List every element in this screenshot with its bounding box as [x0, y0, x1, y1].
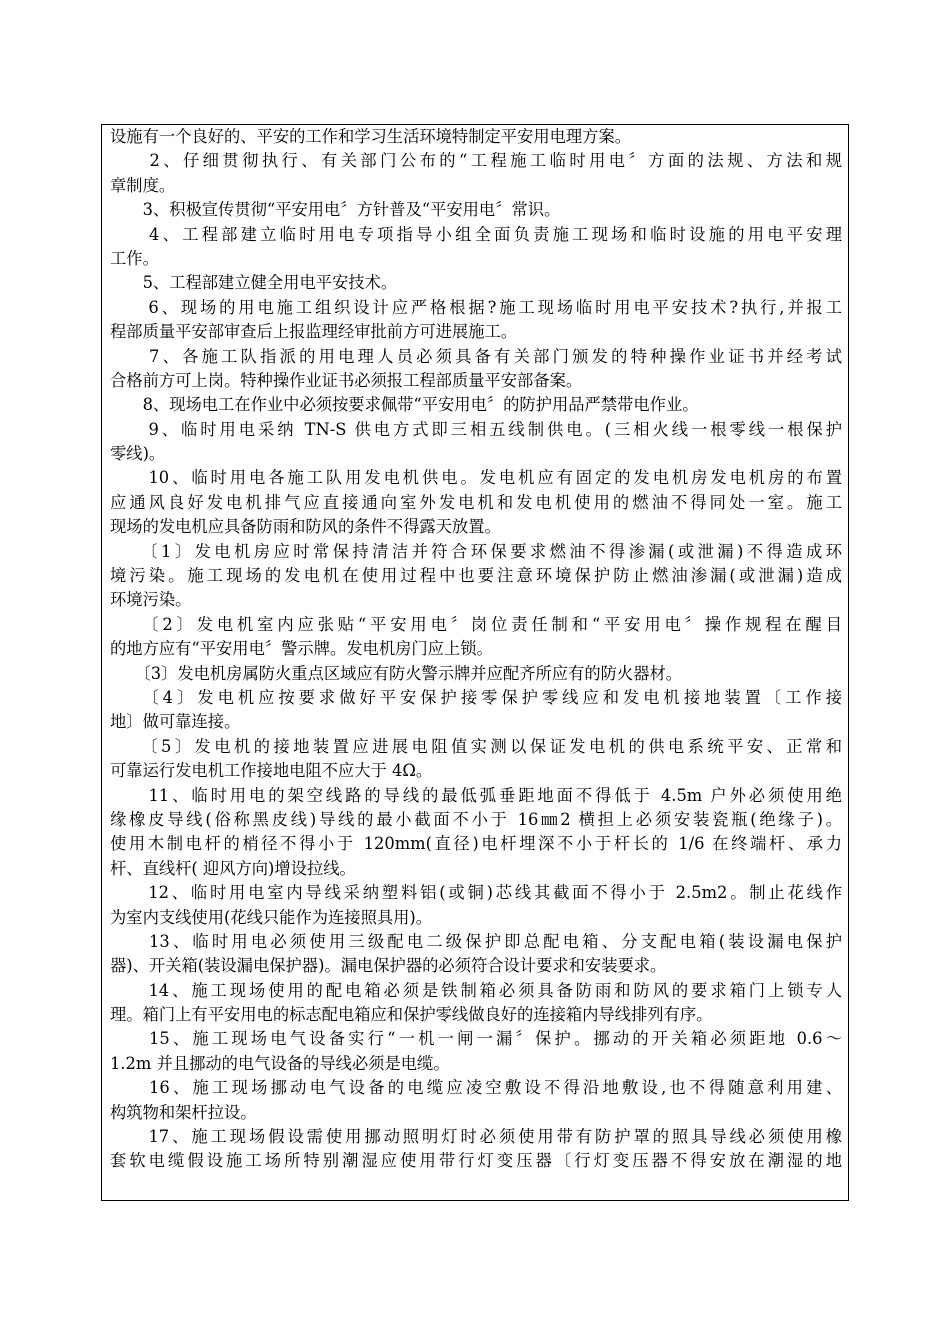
text-line: 13、临时用电必须使用三级配电二级保护即总配电箱、分支配电箱(装设漏电保护 — [110, 931, 842, 951]
text-line: 〔5〕发电机的接地装置应进展电阻值实测以保证发电机的供电系统平安、正常和 — [110, 736, 842, 756]
text-line: 环境污染。 — [110, 590, 192, 610]
document-body — [110, 125, 842, 1174]
text-line: 14、施工现场使用的配电箱必须是铁制箱必须具备防雨和防风的要求箱门上锁专人 — [110, 980, 842, 1000]
text-line: 〔2〕发电机室内应张贴“平安用电〞岗位责任制和“平安用电〞操作规程在醒目 — [110, 614, 842, 634]
text-line: 器)、开关箱(装设漏电保护器)。漏电保护器的必须符合设计要求和安装要求。 — [110, 956, 667, 976]
text-line: 17、施工现场假设需使用挪动照明灯时必须使用带有防护罩的照具导线必须使用橡 — [110, 1127, 842, 1147]
text-line: 4、工程部建立临时用电专项指导小组全面负责施工现场和临时设施的用电平安理 — [110, 224, 842, 244]
text-line: 10、临时用电各施工队用发电机供电。发电机应有固定的发电机房发电机房的布置 — [110, 468, 842, 488]
text-line: 12、临时用电室内导线采纳塑料铝(或铜)芯线其截面不得小于 2.5m2。制止花线作 — [110, 883, 842, 903]
text-line: 16、施工现场挪动电气设备的电缆应凌空敷设不得沿地敷设,也不得随意利用建、 — [110, 1078, 842, 1098]
text-line: 6、现场的用电施工组织设计应严格根据?施工现场临时用电平安技术?执行,并报工 — [110, 297, 842, 317]
text-line: 境污染。施工现场的发电机在使用过程中也要注意环境保护防止燃油渗漏(或泄漏)造成 — [110, 566, 842, 586]
text-line: 〔4〕发电机应按要求做好平安保护接零保护零线应和发电机接地装置〔工作接 — [110, 687, 842, 707]
text-line: 使用木制电杆的梢径不得小于 120mm(直径)电杆埋深不小于杆长的 1/6 在终端杆、承力 — [110, 834, 842, 854]
text-line: 〔1〕发电机房应时常保持清洁并符合环保要求燃油不得渗漏(或泄漏)不得造成环 — [110, 541, 842, 561]
text-line: 11、临时用电的架空线路的导线的最低弧垂距地面不得低于 4.5m 户外必须使用绝 — [110, 785, 842, 805]
text-line: 2、仔细贯彻执行、有关部门公布的“工程施工临时用电〞方面的法规、方法和规 — [110, 151, 842, 171]
text-line: 理。箱门上有平安用电的标志配电箱应和保护零线做良好的连接箱内导线排列有序。 — [110, 1005, 713, 1025]
text-line: 套软电缆假设施工场所特别潮湿应使用带行灯变压器〔行灯变压器不得安放在潮湿的地 — [110, 1151, 842, 1171]
text-line: 为室内支线使用(花线只能作为连接照具用)。 — [110, 907, 433, 927]
text-line: 7、各施工队指派的用电理人员必须具备有关部门颁发的特种操作业证书并经考试 — [110, 346, 842, 366]
text-line: 8、现场电工在作业中必须按要求佩带“平安用电〞的防护用品严禁带电作业。 — [110, 395, 699, 415]
text-line: 地〕做可靠连接。 — [110, 712, 241, 732]
text-line: 的地方应有“平安用电〞警示牌。发电机房门应上锁。 — [110, 639, 493, 659]
text-line: 可靠运行发电机工作接地电阻不应大于 4Ω。 — [110, 761, 433, 781]
text-line: 15、施工现场电气设备实行“一机一闸一漏〞保护。挪动的开关箱必须距地 0.6～ — [110, 1029, 842, 1049]
text-line: 章制度。 — [110, 175, 176, 195]
text-line: 应通风良好发电机排气应直接通向室外发电机和发电机使用的燃油不得同处一室。施工 — [110, 492, 842, 512]
document-table-cell — [101, 124, 849, 1201]
text-line: 设施有一个良好的、平安的工作和学习生活环境特制定平安用电理方案。 — [110, 127, 632, 146]
text-line: 9、临时用电采纳 TN-S 供电方式即三相五线制供电。(三相火线一根零线一根保护 — [110, 419, 842, 439]
text-line: 杆、直线杆( 迎风方向)增设拉线。 — [110, 858, 356, 878]
text-line: 5、工程部建立健全用电平安技术。 — [110, 273, 398, 293]
text-line: 零线)。 — [110, 444, 166, 464]
text-line: 工作。 — [110, 248, 159, 268]
text-line: 现场的发电机应具备防雨和防风的条件不得露天放置。 — [110, 517, 501, 537]
text-line: 合格前方可上岗。特种操作业证书必须报工程部质量平安部备案。 — [110, 370, 583, 390]
text-line: 1.2m 并且挪动的电气设备的导线必须是电缆。 — [110, 1053, 450, 1073]
text-line: 构筑物和架杆拉设。 — [110, 1102, 257, 1122]
text-line: 程部质量平安部审查后上报监理经审批前方可进展施工。 — [110, 322, 518, 342]
text-line: 3、积极宣传贯彻“平安用电〞方针普及“平安用电〞常识。 — [110, 200, 561, 220]
text-line: 〔3〕发电机房属防火重点区域应有防火警示牌并应配齐所应有的防火器材。 — [110, 663, 683, 683]
text-line: 缘橡皮导线(俗称黑皮线)导线的最小截面不小于 16㎜2 横担上必须安装瓷瓶(绝缘子)。 — [110, 809, 842, 829]
